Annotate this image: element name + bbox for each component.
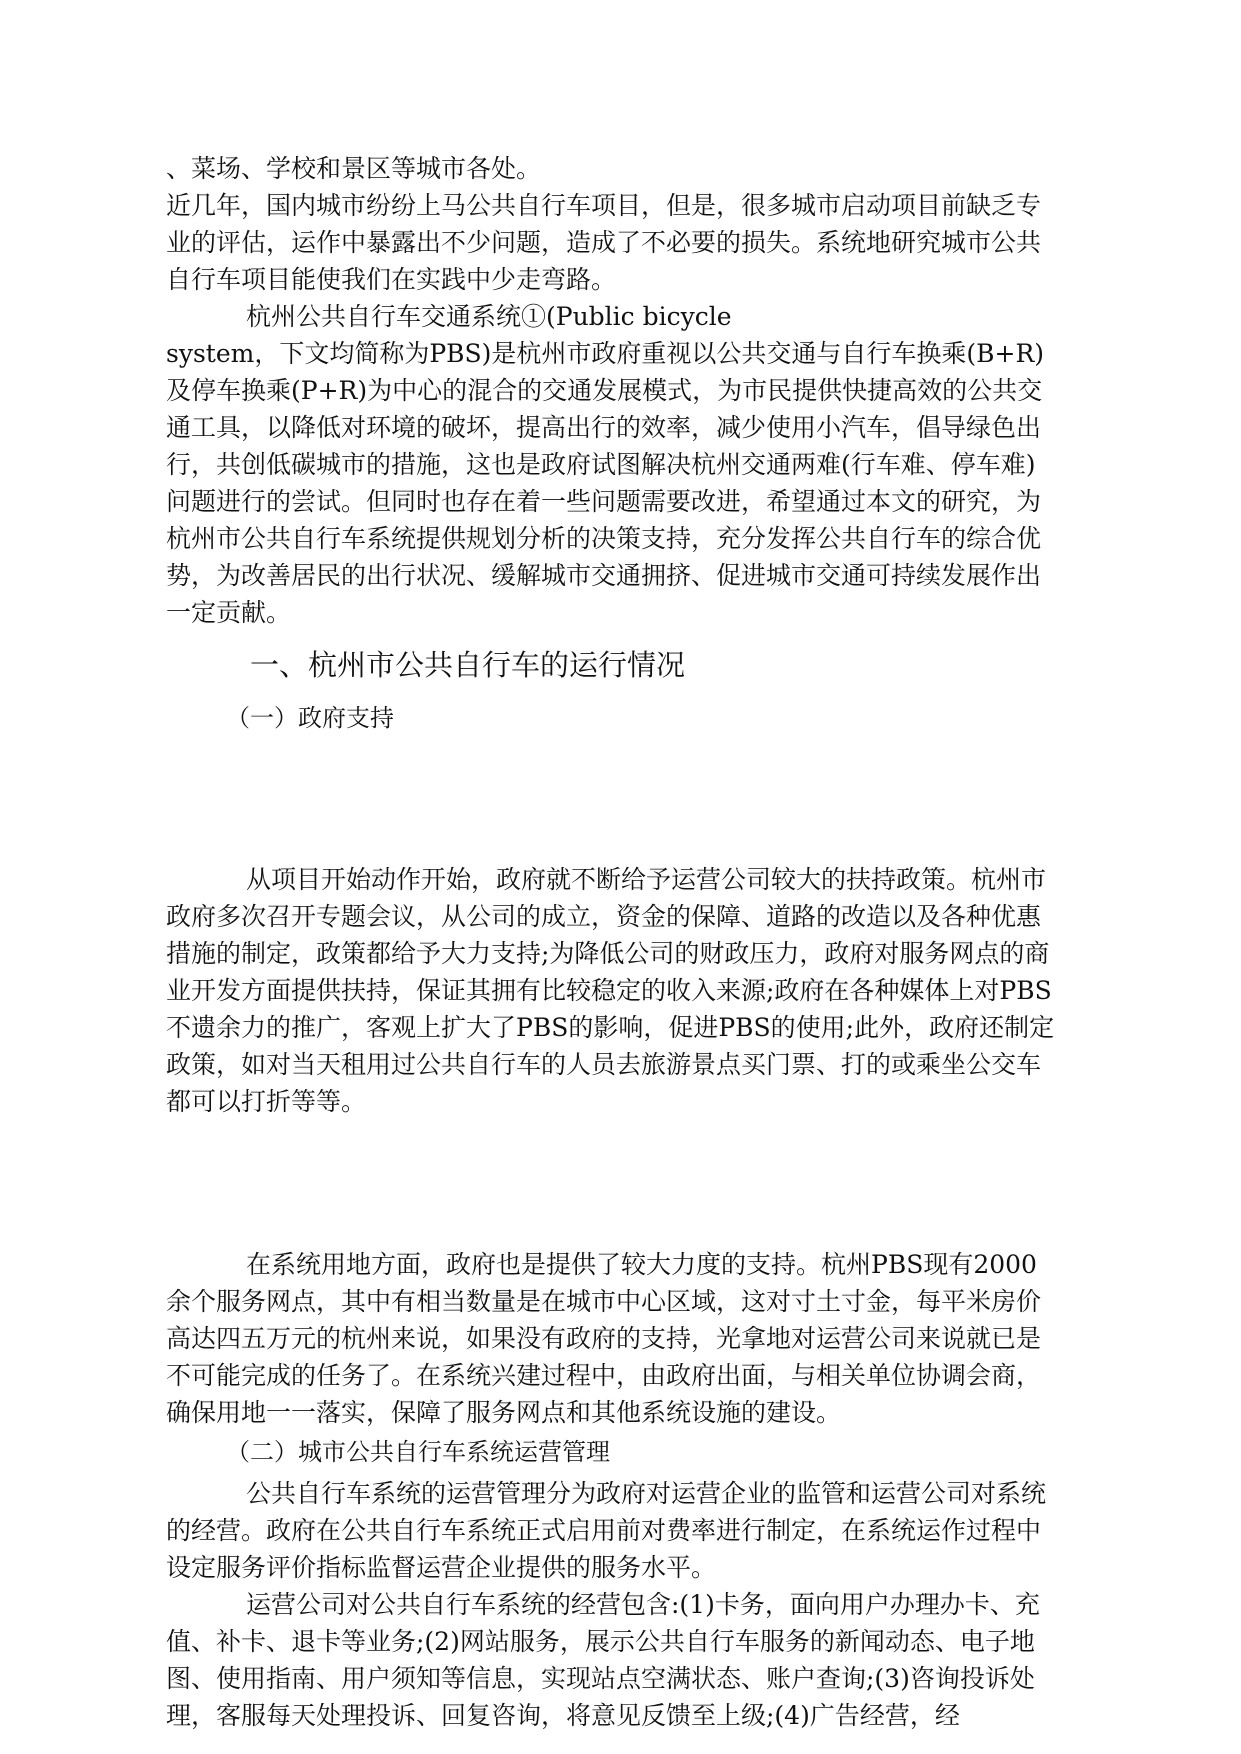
paragraph-land-support: 在系统用地方面，政府也是提供了较大力度的支持。杭州PBS现有2000余个服务网点，其中有相当数量是在城市中心区域，这对寸土寸金，每平米房价高达四五万元的杭州来说，如果没有政府的支持，光拿地对运营公司来说就已是不可能完成的任务了。在系统兴建过程中，由政府出面，与相关单位协调会商，确保用地一一落实，保障了服务网点和其他系统设施的建设。 [166,1250,1042,1427]
paragraph-pbs: system，下文均简称为PBS)是杭州市政府重视以公共交通与自行车换乘(B+R)及停车换乘(P+R)为中心的混合的交通发展模式，为市民提供快捷高效的公共交通工具，以降低对环境的破坏，提高出行的效率，减少使用小汽车，倡导绿色出行，共创低碳城市的措施，这也是政府试图解决杭州交通两难(行车难、停车难)问题进行的尝试。但同时也存在着一些问题需要改进，希望通过本文的研究，为杭州市公共自行车系统提供规划分析的决策支持，充分发挥公共自行车的综合优势，为改善居民的出行状况、缓解城市交通拥挤、促进城市交通可持续发展作出一定贡献。 [166,339,1045,627]
paragraph-operation-details: 运营公司对公共自行车系统的经营包含:(1)卡务，面向用户办理办卡、充值、补卡、退卡等业务;(2)网站服务，展示公共自行车服务的新闻动态、电子地图、使用指南、用户须知等信息，实现站点空满状态、账户查询;(3)咨询投诉处理，客服每天处理投诉、回复咨询，将意见反馈至上级;(4)广告经营，经 [166,1590,1040,1730]
subsection-heading-operation-management: （二）城市公共自行车系统运营管理 [226,1438,610,1466]
paragraph-intro: 近几年，国内城市纷纷上马公共自行车项目，但是，很多城市启动项目前缺乏专业的评估，运作中暴露出不少问题，造成了不必要的损失。系统地研究城市公共自行车项目能使我们在实践中少走弯路。 [166,191,1042,294]
blank-space [166,735,1056,861]
paragraph-government-policy: 从项目开始动作开始，政府就不断给予运营公司较大的扶持政策。杭州市政府多次召开专题会议，从公司的成立，资金的保障、道路的改造以及各种优惠措施的制定，政策都给予大力支持;为降低公司的财政压力，政府对服务网点的商业开发方面提供扶持，保证其拥有比较稳定的收入来源;政府在各种媒体上对PBS不遗余力的推广，客观上扩大了PBS的影响，促进PBS的使用;此外，政府还制定政策，如对当天租用过公共自行车的人员去旅游景点买门票、打的或乘坐公交车都可以打折等等。 [166,865,1055,1116]
subsection-heading-government-support: （一）政府支持 [226,704,394,732]
paragraph-operation-overview: 公共自行车系统的运营管理分为政府对运营企业的监管和运营公司对系统的经营。政府在公共自行车系统正式启用前对费率进行制定，在系统运作过程中设定服务评价指标监督运营企业提供的服务水平。 [166,1479,1047,1582]
document-page [166,150,1056,1734]
paragraph-pbs-line1: 杭州公共自行车交通系统①(Public bicycle [246,302,732,331]
section-heading-1: 一、杭州市公共自行车的运行情况 [250,648,686,682]
blank-space [166,1120,1056,1246]
paragraph-continuation: 、菜场、学校和景区等城市各处。 [166,154,542,183]
